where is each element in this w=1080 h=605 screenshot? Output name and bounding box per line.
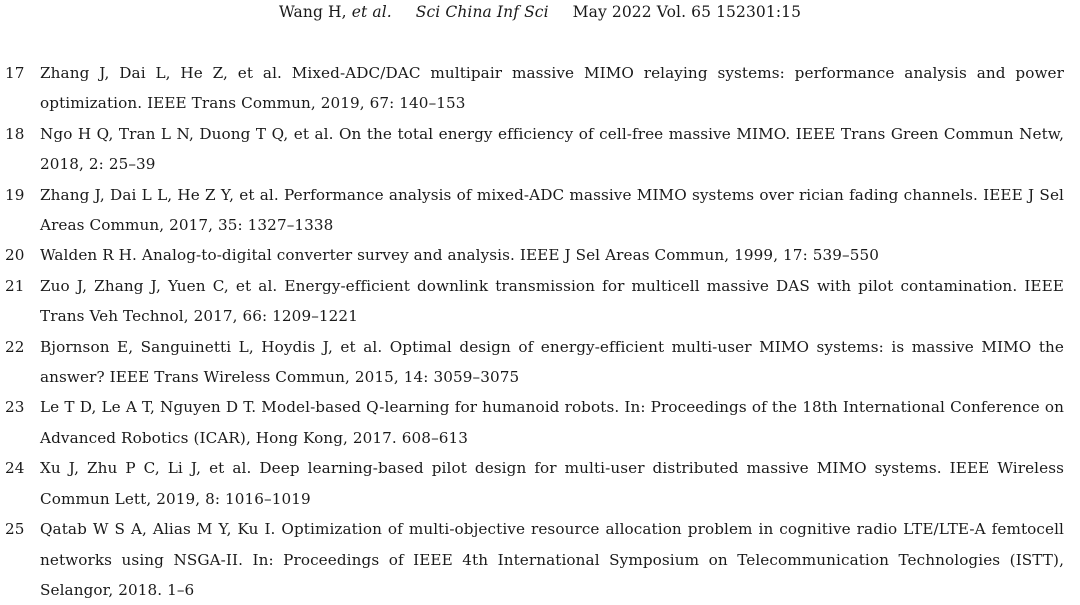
- reference-text: Zhang J, Dai L, He Z, et al. Mixed-ADC/DAC multipair massive MIMO relaying systems: performance analysis and power optimization. IEEE Trans Commun, 2019, 67: 140–153: [40, 64, 1064, 113]
- reference-item: [0, 271, 1080, 332]
- reference-item: [0, 240, 1080, 270]
- reference-text: Qatab W S A, Alias M Y, Ku I. Optimization of multi-objective resource allocation problem in cognitive radio LTE/LTE-A femtocell networks using NSGA-II. In: Proceedings of IEEE 4th International Symposium on Telecommunication Technologies (ISTT), Selangor, 2018. 1–6: [40, 520, 1064, 599]
- reference-text: Ngo H Q, Tran L N, Duong T Q, et al. On the total energy efficiency of cell-free massive MIMO. IEEE Trans Green Commun Netw, 2018, 2: 25–39: [40, 124, 1064, 174]
- reference-number: 18: [5, 124, 25, 143]
- reference-number: 22: [5, 337, 25, 356]
- header-issue: May 2022 Vol. 65 152301:15: [572, 3, 802, 21]
- reference-number: 20: [5, 246, 25, 265]
- reference-text: Bjornson E, Sanguinetti L, Hoydis J, et al. Optimal design of energy-efficient multi-user MIMO systems: is massive MIMO the answer? IEEE Trans Wireless Commun, 2015, 14: 3059–3075: [40, 337, 1064, 387]
- reference-item: [0, 514, 1080, 605]
- reference-number: 17: [5, 64, 25, 82]
- reference-text: Zuo J, Zhang J, Yuen C, et al. Energy-efficient downlink transmission for multicell massive DAS with pilot contamination. IEEE Trans Veh Technol, 2017, 66: 1209–1221: [40, 276, 1064, 326]
- header-authors: Wang H,: [278, 3, 347, 21]
- header-journal: Sci China Inf Sci: [415, 3, 549, 21]
- reference-text: Walden R H. Analog-to-digital converter survey and analysis. IEEE J Sel Areas Commun, 1999, 17: 539–550: [40, 246, 879, 265]
- reference-list: [0, 58, 1080, 605]
- reference-number: 24: [5, 459, 25, 478]
- running-header: [0, 0, 1080, 24]
- reference-number: 23: [5, 398, 25, 417]
- reference-number: 21: [5, 276, 25, 295]
- reference-text: Le T D, Le A T, Nguyen D T. Model-based Q-learning for humanoid robots. In: Proceedings of the 18th International Conference on Advanced Robotics (ICAR), Hong Kong, 2017. 608–613: [40, 398, 1064, 447]
- reference-number: 25: [5, 520, 25, 539]
- reference-item: [0, 119, 1080, 180]
- reference-text: Zhang J, Dai L L, He Z Y, et al. Performance analysis of mixed-ADC massive MIMO systems over rician fading channels. IEEE J Sel Areas Commun, 2017, 35: 1327–1338: [40, 185, 1064, 235]
- reference-item: [0, 453, 1080, 514]
- reference-item: [0, 180, 1080, 241]
- reference-number: 19: [5, 185, 25, 204]
- reference-item: [0, 58, 1080, 119]
- header-et-al: et al.: [351, 3, 392, 21]
- reference-item: [0, 392, 1080, 453]
- reference-text: Xu J, Zhu P C, Li J, et al. Deep learning-based pilot design for multi-user distributed massive MIMO systems. IEEE Wireless Commun Lett, 2019, 8: 1016–1019: [40, 459, 1064, 508]
- reference-item: [0, 332, 1080, 393]
